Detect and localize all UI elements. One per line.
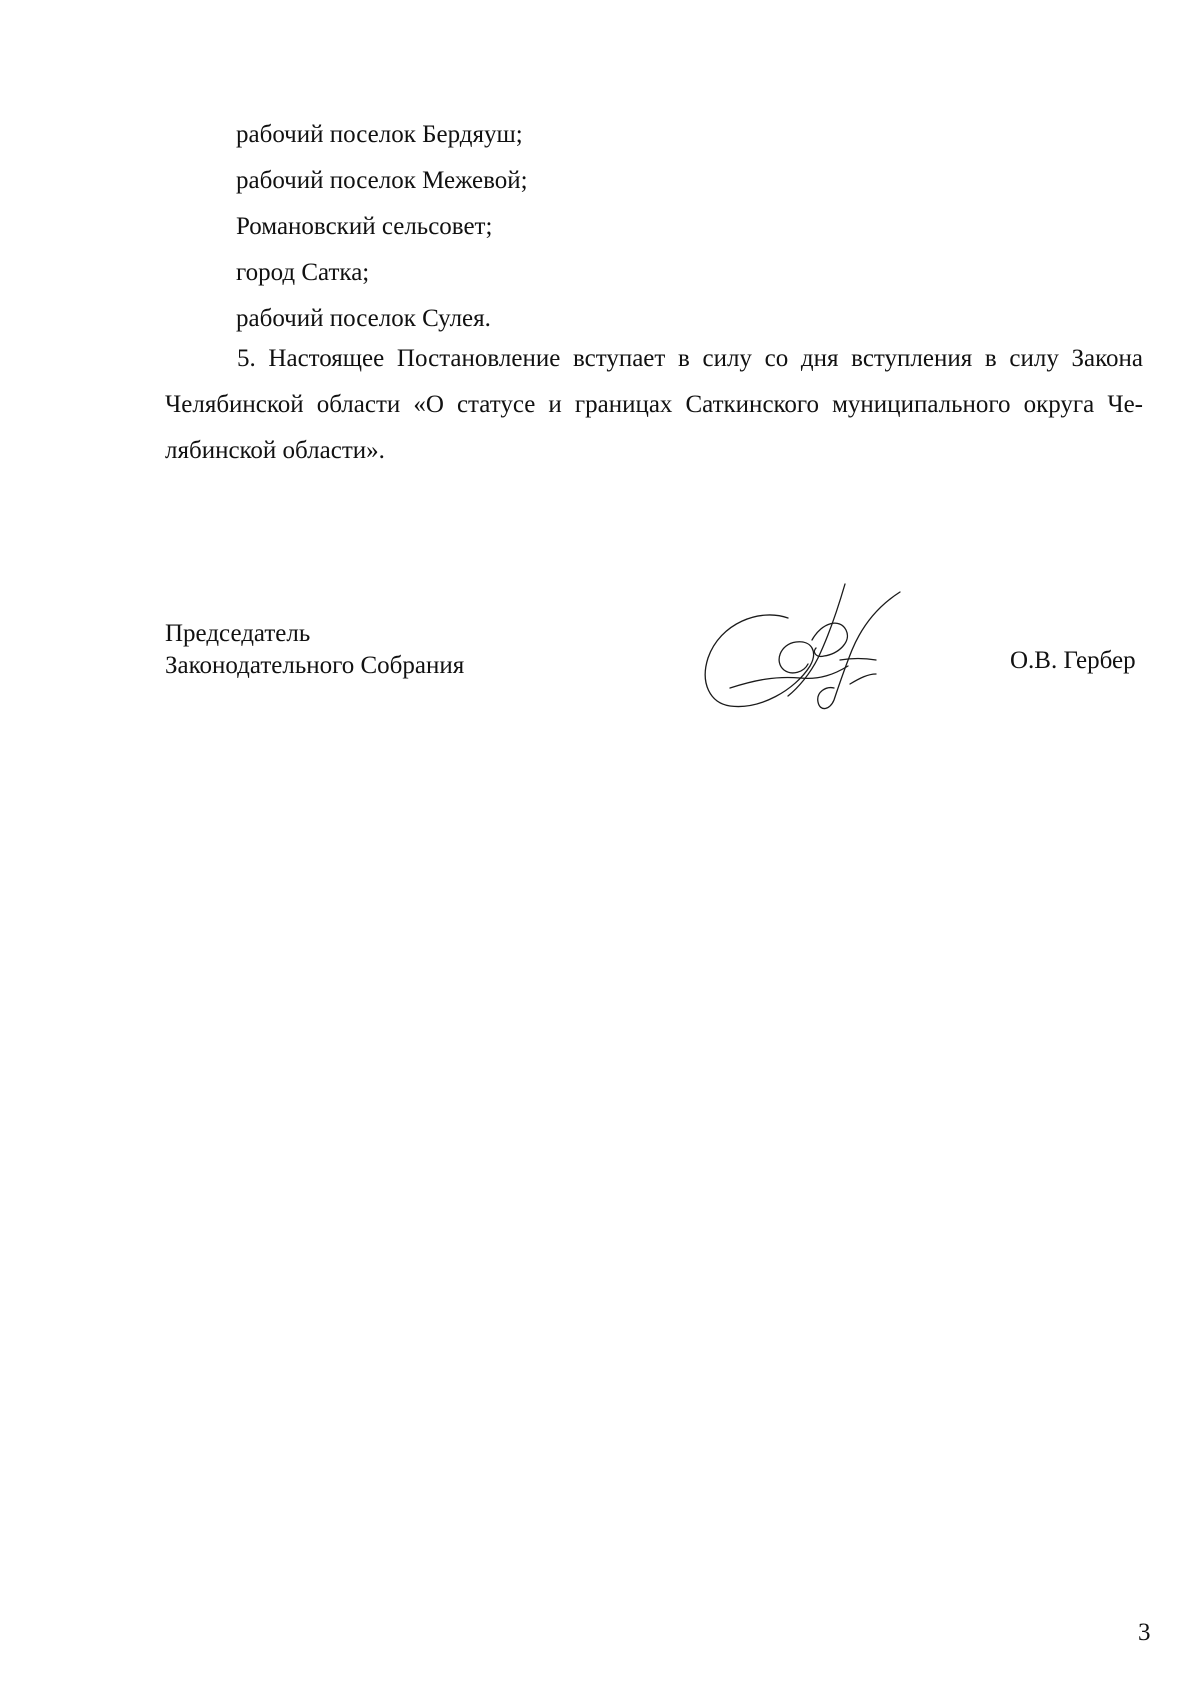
list-item: рабочий поселок Бердяуш; xyxy=(236,121,523,148)
paragraph-line: лябинской области». xyxy=(165,437,385,464)
page-number: 3 xyxy=(1138,1619,1151,1646)
list-item: город Сатка; xyxy=(236,259,370,286)
list-item: Романовский сельсовет; xyxy=(236,213,493,240)
list-item: рабочий поселок Сулея. xyxy=(236,305,491,332)
signatory-title-line: Законодательного Собрания xyxy=(165,652,465,679)
settlement-list xyxy=(236,112,528,342)
signatory-title xyxy=(165,618,464,682)
clause-5-paragraph xyxy=(165,336,1143,474)
handwritten-signature xyxy=(700,578,920,718)
signatory-title-line: Председатель xyxy=(165,620,311,647)
list-item: рабочий поселок Межевой; xyxy=(236,167,528,194)
paragraph-line: 5. Настоящее Постановление вступает в силу со дня вступления в силу Закона xyxy=(237,345,1143,372)
signatory-name: О.В. Гербер xyxy=(1010,647,1136,674)
paragraph-line: Челябинской области «О статусе и границах Саткинского муниципального округа Че- xyxy=(165,391,1143,418)
